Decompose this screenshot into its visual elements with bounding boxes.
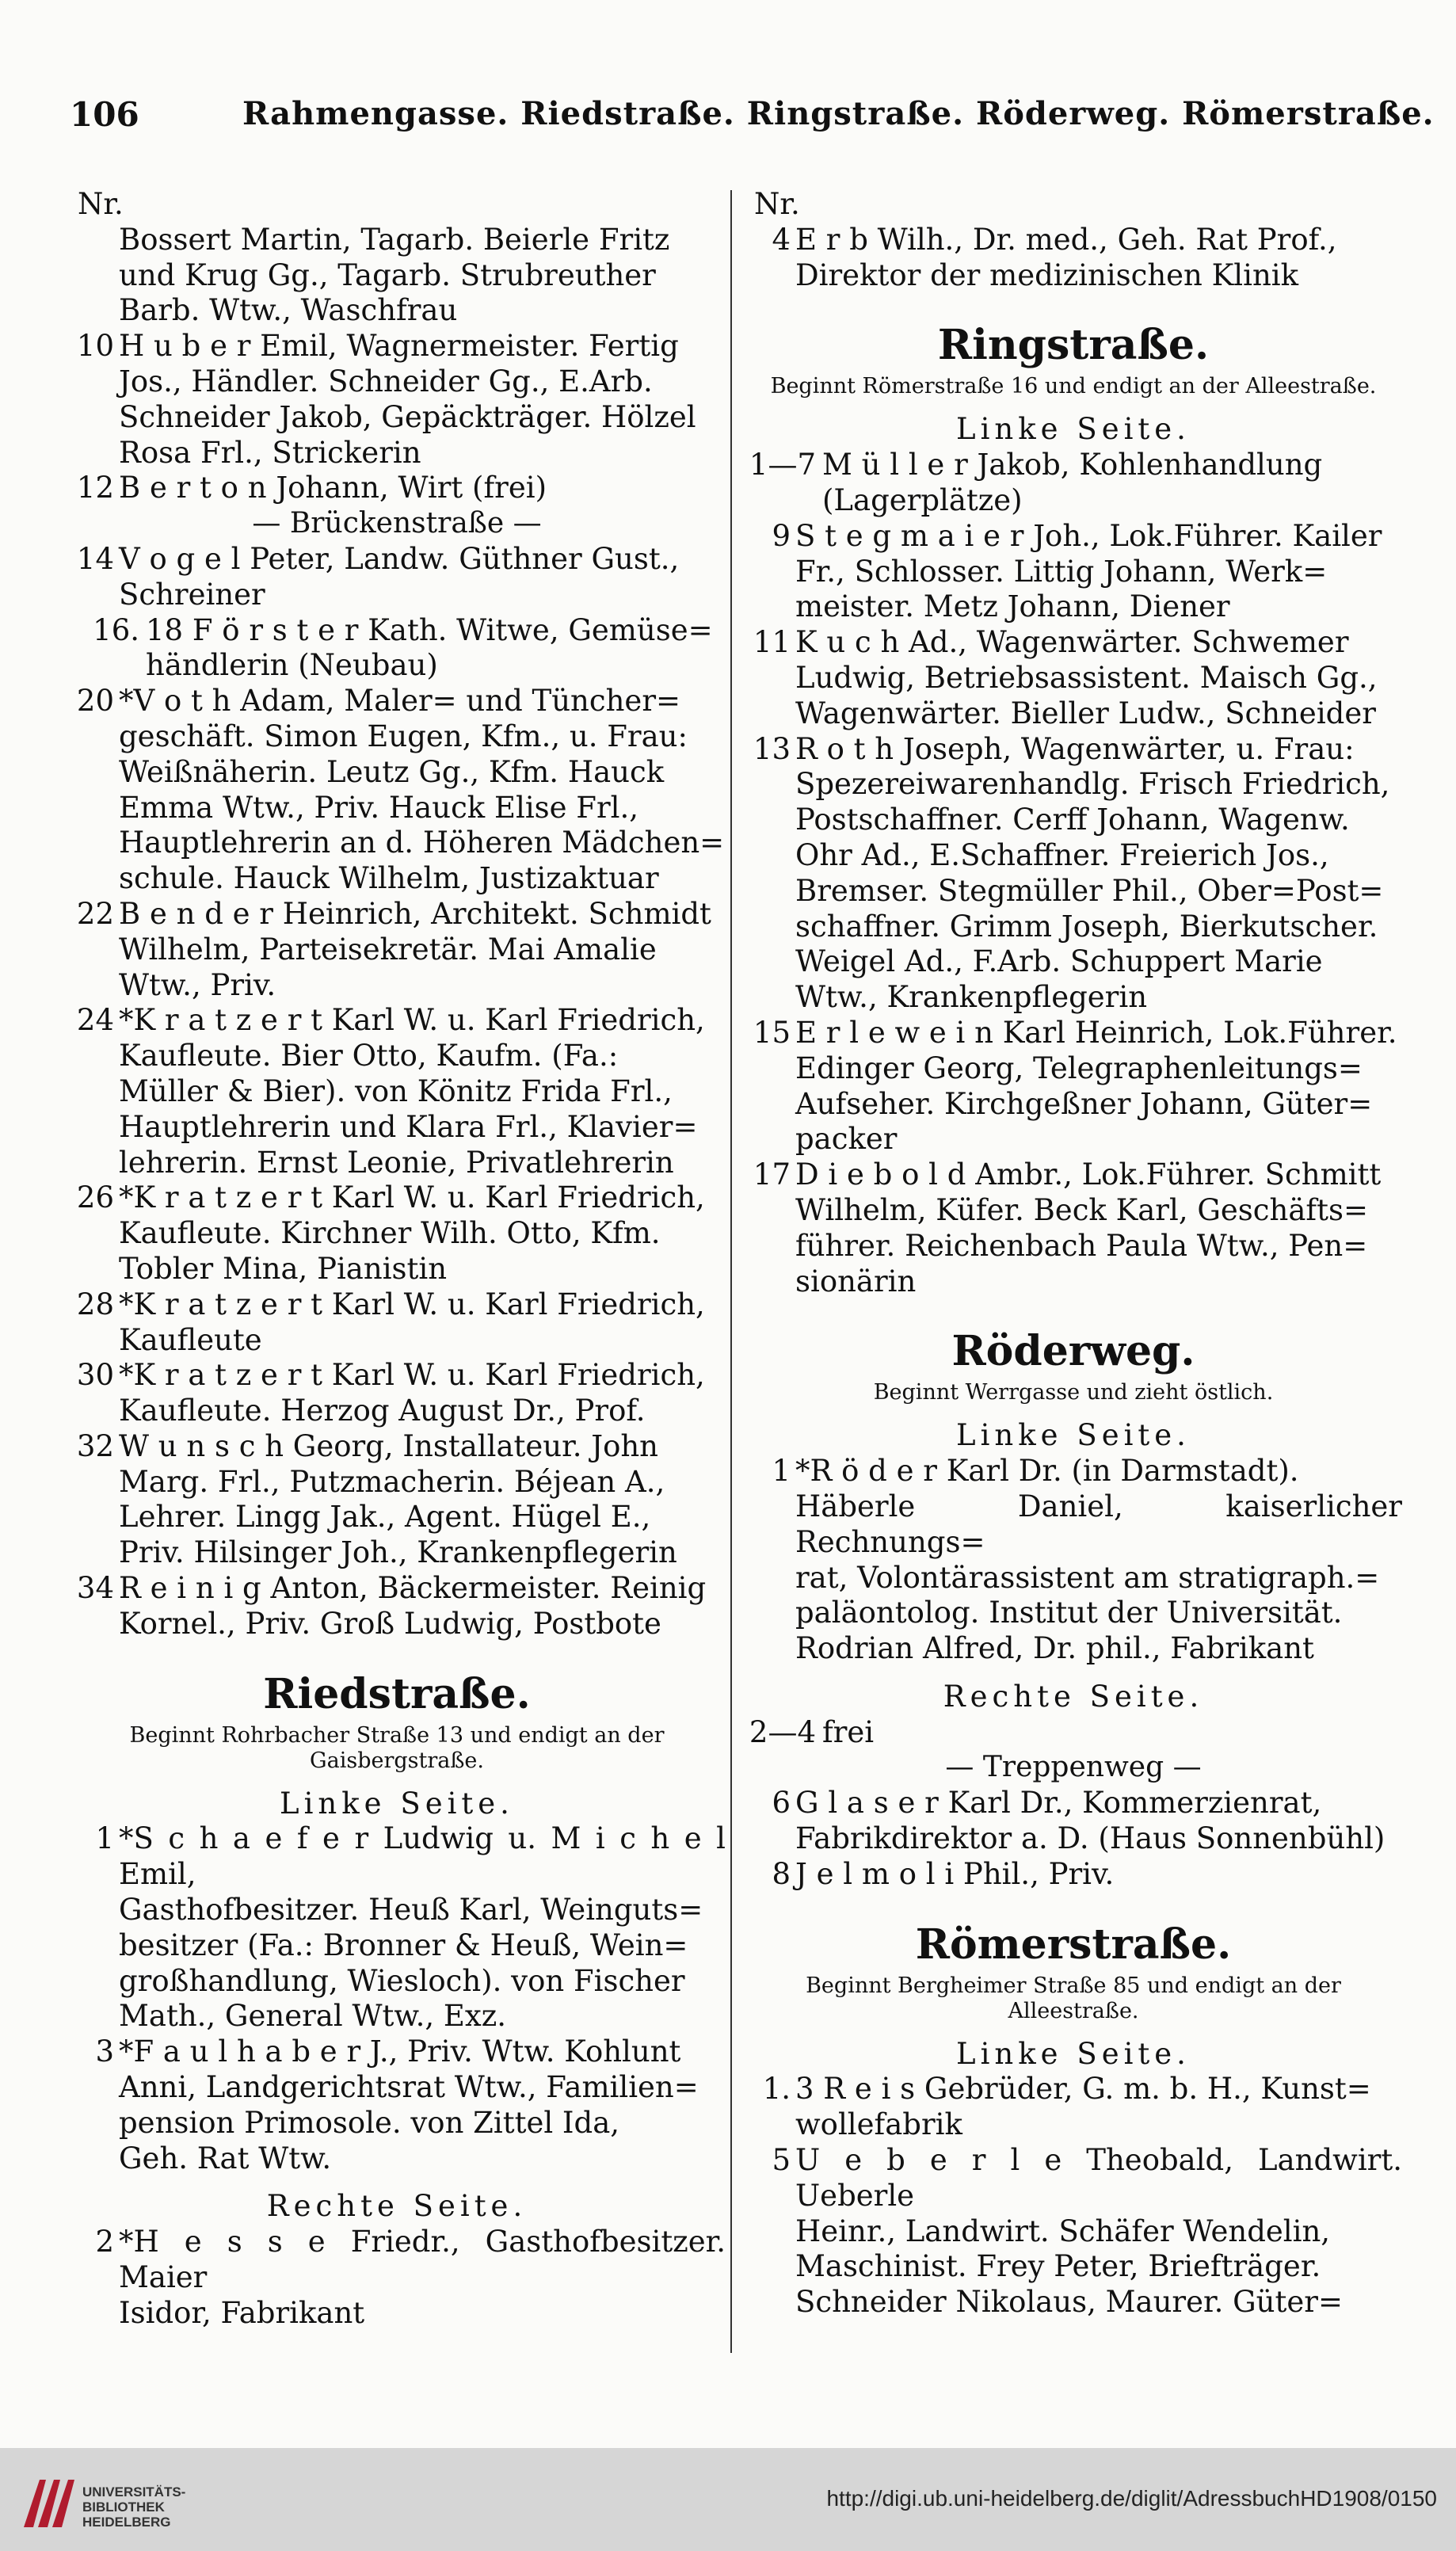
house-number: 12 — [76, 471, 114, 505]
house-number: 9 — [772, 518, 791, 553]
house-number: 3 — [95, 2034, 114, 2069]
entry-line: Aufseher. Kirchgeßner Johann, Güter= — [795, 1086, 1373, 1121]
cross-street-divider: — Brückenstraße — — [252, 507, 542, 540]
entry-line: Maschinist. Frey Peter, Briefträger. — [795, 2249, 1321, 2284]
address-entry — [68, 1571, 726, 1642]
address-entry — [745, 448, 1402, 519]
house-number: 16. — [93, 612, 139, 647]
page-header — [70, 95, 1435, 158]
address-entry — [68, 613, 726, 684]
address-entry — [68, 542, 726, 613]
right-column — [745, 187, 1402, 2320]
entry-line: B e n d e r Heinrich, Architekt. Schmidt — [119, 896, 711, 931]
street-title-ringstrasse: Ringstraße. — [937, 321, 1210, 370]
house-number: 8 — [772, 1856, 791, 1891]
side-heading-left: Linke Seite. — [956, 1418, 1191, 1453]
library-logo-icon — [16, 2464, 87, 2535]
entry-line: *K r a t z e r t Karl W. u. Karl Friedrich, — [119, 1003, 705, 1038]
library-name-line: UNIVERSITÄTS- — [82, 2484, 186, 2500]
address-entry — [68, 1429, 726, 1571]
address-entry — [745, 1454, 1402, 1667]
entry-line: H u b e r Emil, Wagnermeister. Fertig — [119, 329, 679, 364]
house-number: 32 — [76, 1428, 114, 1463]
house-number: 2—4 — [749, 1714, 816, 1749]
entry-line: R e i n i g Anton, Bäckermeister. Reinig — [119, 1571, 707, 1606]
entry-line: K u c h Ad., Wagenwärter. Schwemer — [795, 625, 1349, 660]
side-heading-left: Linke Seite. — [956, 412, 1191, 447]
library-name-line: HEIDELBERG — [82, 2515, 171, 2530]
house-number: 13 — [753, 731, 791, 766]
entry-line: B e r t o n Johann, Wirt (frei) — [119, 471, 547, 505]
house-number: 5 — [772, 2143, 791, 2178]
entry-line: Kaufleute — [119, 1322, 262, 1357]
entry-line: paläontolog. Institut der Universität. — [795, 1596, 1343, 1630]
nr-label: Nr. — [754, 187, 800, 221]
entry-line: besitzer (Fa.: Bronner & Heuß, Wein= — [119, 1928, 688, 1962]
house-number: 24 — [76, 1003, 114, 1038]
entry-line: großhandlung, Wiesloch). von Fischer — [119, 1963, 685, 1998]
street-description: Beginnt Werrgasse und zieht östlich. — [873, 1380, 1274, 1405]
entry-line: geschäft. Simon Eugen, Kfm., u. Frau: — [119, 719, 688, 753]
address-entry — [745, 625, 1402, 731]
entry-line: G l a s e r Karl Dr., Kommerzienrat, — [795, 1786, 1322, 1821]
entry-line: Tobler Mina, Pianistin — [119, 1251, 448, 1286]
entry-line: (Lagerplätze) — [822, 482, 1023, 517]
side-heading-right: Rechte Seite. — [943, 1679, 1204, 1714]
entry-line: Emma Wtw., Priv. Hauck Elise Frl., — [119, 790, 639, 825]
entry-line: Heinr., Landwirt. Schäfer Wendelin, — [795, 2214, 1331, 2248]
entry-line: Hauptlehrerin und Klara Frl., Klavier= — [119, 1109, 698, 1144]
address-entry — [745, 732, 1402, 1016]
house-number: 28 — [76, 1287, 114, 1321]
side-heading-left: Linke Seite. — [280, 1786, 514, 1821]
entry-line: S t e g m a i e r Joh., Lok.Führer. Kailer — [795, 518, 1382, 553]
entry-line: E r b Wilh., Dr. med., Geh. Rat Prof., — [795, 222, 1337, 257]
house-number: 1 — [95, 1821, 114, 1856]
entry-line: Hauptlehrerin an d. Höheren Mädchen= — [119, 826, 725, 860]
address-entry — [745, 519, 1402, 625]
entry-list — [68, 329, 726, 506]
address-entry — [68, 471, 726, 506]
column-divider-rule — [730, 190, 732, 2353]
left-column — [68, 187, 726, 2332]
entry-line: lehrerin. Ernst Leonie, Privatlehrerin — [119, 1145, 674, 1180]
street-description: Beginnt Rohrbacher Straße 13 und endigt an der Gaisbergstraße. — [129, 1722, 665, 1773]
entry-line: Fabrikdirektor a. D. (Haus Sonnenbühl) — [795, 1821, 1385, 1856]
entry-line: schule. Hauck Wilhelm, Justizaktuar — [119, 861, 659, 896]
street-description: Beginnt Römerstraße 16 und endigt an der Alleestraße. — [770, 374, 1377, 399]
entry-line: *K r a t z e r t Karl W. u. Karl Friedrich, — [119, 1287, 705, 1321]
entry-line: M ü l l e r Jakob, Kohlenhandlung — [822, 448, 1323, 482]
entry-line: Kaufleute. Kirchner Wilh. Otto, Kfm. — [119, 1216, 661, 1251]
entry-line: Isidor, Fabrikant — [119, 2295, 365, 2330]
side-heading-right: Rechte Seite. — [266, 2189, 528, 2224]
house-number: 26 — [76, 1180, 114, 1215]
entry-line: Anni, Landgerichtsrat Wtw., Familien= — [119, 2070, 699, 2105]
entry-line: Schneider Nikolaus, Maurer. Güter= — [795, 2285, 1343, 2320]
address-entry — [68, 329, 726, 471]
entry-line: Rosa Frl., Strickerin — [119, 435, 421, 470]
entry-list — [745, 448, 1402, 1299]
house-number: 10 — [76, 329, 114, 364]
house-number: 30 — [76, 1358, 114, 1393]
entry-line: Schreiner — [119, 577, 265, 612]
source-url-link[interactable]: http://digi.ub.uni-heidelberg.de/diglit/AdressbuchHD1908/0150 — [826, 2486, 1437, 2511]
house-number: 22 — [76, 896, 114, 931]
entry-line: Jos., Händler. Schneider Gg., E.Arb. — [119, 364, 653, 398]
entry-line: Müller & Bier). von Könitz Frida Frl., — [119, 1073, 673, 1108]
address-entry — [68, 897, 726, 1003]
entry-line: Bossert Martin, Tagarb. Beierle Fritz — [119, 222, 670, 257]
entry-line: Bremser. Stegmüller Phil., Ober=Post= — [795, 873, 1384, 908]
entry-line: Marg. Frl., Putzmacherin. Béjean A., — [119, 1464, 665, 1499]
entry-line: Wilhelm, Parteisekretär. Mai Amalie — [119, 932, 657, 967]
entry-line: Geh. Rat Wtw. — [119, 2141, 332, 2175]
library-footer — [0, 2448, 1456, 2551]
entry-line: Wilhelm, Küfer. Beck Karl, Geschäfts= — [795, 1192, 1368, 1227]
house-number: 1—7 — [749, 448, 816, 482]
entry-line: rat, Volontärassistent am stratigraph.= — [795, 1560, 1380, 1595]
entry-line: *K r a t z e r t Karl W. u. Karl Friedrich, — [119, 1358, 705, 1393]
entry-line: Häberle Daniel, kaiserlicher Rechnungs= — [795, 1489, 1402, 1559]
house-number: 17 — [753, 1157, 791, 1192]
entry-list — [68, 1821, 726, 2176]
entry-line: Kornel., Priv. Groß Ludwig, Postbote — [119, 1606, 661, 1641]
intro-entry — [68, 223, 726, 329]
entry-list — [68, 2225, 726, 2331]
entry-line: *S c h a e f e r Ludwig u. M i c h e l Emil, — [119, 1821, 726, 1892]
address-entry — [68, 2034, 726, 2176]
entry-line: Kaufleute. Herzog August Dr., Prof. — [119, 1394, 646, 1428]
entry-line: E r l e w e i n Karl Heinrich, Lok.Führer. — [795, 1015, 1397, 1050]
entry-line: Priv. Hilsinger Joh., Krankenpflegerin — [119, 1535, 677, 1570]
address-entry — [68, 1180, 726, 1287]
entry-line: Spezereiwarenhandlg. Frisch Friedrich, — [795, 767, 1390, 802]
address-entry — [68, 1358, 726, 1429]
entry-line: und Krug Gg., Tagarb. Strubreuther — [119, 257, 656, 292]
address-entry — [745, 223, 1402, 294]
entry-line: schaffner. Grimm Joseph, Bierkutscher. — [795, 909, 1378, 944]
entry-line: Direktor der medizinischen Klinik — [795, 257, 1299, 292]
entry-line: Wtw., Priv. — [119, 967, 276, 1002]
entry-line: händlerin (Neubau) — [146, 648, 438, 683]
street-title-riedstrasse: Riedstraße. — [263, 1669, 531, 1718]
address-entry — [68, 1287, 726, 1359]
entry-line: D i e b o l d Ambr., Lok.Führer. Schmitt — [795, 1157, 1382, 1192]
entry-line: U e b e r l e Theobald, Landwirt. Ueberle — [795, 2143, 1402, 2213]
entry-line: Math., General Wtw., Exz. — [119, 1999, 507, 2034]
nr-label: Nr. — [78, 187, 124, 221]
entry-line: pension Primosole. von Zittel Ida, — [119, 2105, 620, 2140]
entry-list — [745, 1786, 1402, 1892]
entry-line: 3 R e i s Gebrüder, G. m. b. H., Kunst= — [795, 2072, 1371, 2107]
entry-list — [745, 1715, 1402, 1751]
address-entry — [745, 1715, 1402, 1751]
entry-line: J e l m o l i Phil., Priv. — [795, 1856, 1115, 1891]
address-entry — [745, 1857, 1402, 1893]
entry-line: Lehrer. Lingg Jak., Agent. Hügel E., — [119, 1500, 651, 1535]
address-entry — [68, 1003, 726, 1180]
entry-line: sionärin — [795, 1264, 917, 1298]
entry-line: *R ö d e r Karl Dr. (in Darmstadt). — [795, 1454, 1299, 1489]
running-head: Rahmengasse. Riedstraße. Ringstraße. Röderweg. Römerstraße. — [242, 95, 1435, 132]
house-number: 4 — [772, 222, 791, 257]
address-entry — [745, 1786, 1402, 1857]
house-number: 2 — [95, 2225, 114, 2259]
house-number: 1 — [772, 1454, 791, 1489]
house-number: 1. — [762, 2072, 791, 2107]
house-number: 15 — [753, 1015, 791, 1050]
entry-line: wollefabrik — [795, 2107, 962, 2142]
entry-list — [745, 2072, 1402, 2320]
entry-line: R o t h Joseph, Wagenwärter, u. Frau: — [795, 731, 1355, 766]
house-number: 11 — [753, 625, 791, 660]
entry-line: Weißnäherin. Leutz Gg., Kfm. Hauck — [119, 754, 665, 789]
address-entry — [745, 2143, 1402, 2320]
entry-line: Edinger Georg, Telegraphenleitungs= — [795, 1051, 1363, 1085]
entry-line: frei — [822, 1714, 875, 1749]
address-entry — [68, 684, 726, 897]
entry-line: Schneider Jakob, Gepäckträger. Hölzel — [119, 399, 696, 434]
entry-line: meister. Metz Johann, Diener — [795, 589, 1230, 624]
entry-line: 18 F ö r s t e r Kath. Witwe, Gemüse= — [146, 612, 713, 647]
entry-list — [745, 1454, 1402, 1667]
address-entry — [745, 1157, 1402, 1299]
entry-line: Ohr Ad., E.Schaffner. Freierich Jos., — [795, 837, 1329, 872]
entry-list — [68, 542, 726, 1642]
entry-line: *H e s s e Friedr., Gasthofbesitzer. Maier — [119, 2225, 726, 2295]
entry-line: *K r a t z e r t Karl W. u. Karl Friedrich, — [119, 1180, 705, 1215]
address-entry — [745, 2072, 1402, 2143]
side-heading-left: Linke Seite. — [956, 2036, 1191, 2071]
address-entry — [745, 1016, 1402, 1157]
house-number: 6 — [772, 1786, 791, 1821]
entry-line: Barb. Wtw., Waschfrau — [119, 293, 458, 328]
entry-line: packer — [795, 1122, 898, 1157]
entry-list — [745, 223, 1402, 294]
entry-line: Postschaffner. Cerff Johann, Wagenw. — [795, 803, 1350, 837]
entry-line: V o g e l Peter, Landw. Güthner Gust., — [119, 541, 680, 576]
entry-line: Weigel Ad., F.Arb. Schuppert Marie — [795, 944, 1323, 979]
house-number: 34 — [76, 1571, 114, 1606]
entry-line: *F a u l h a b e r J., Priv. Wtw. Kohlunt — [119, 2034, 681, 2069]
street-description: Beginnt Bergheimer Straße 85 und endigt an der Alleestraße. — [806, 1973, 1341, 2023]
entry-line: Gasthofbesitzer. Heuß Karl, Weinguts= — [119, 1893, 703, 1928]
house-number: 20 — [76, 684, 114, 719]
entry-line: W u n s c h Georg, Installateur. John — [119, 1428, 659, 1463]
entry-line: Kaufleute. Bier Otto, Kaufm. (Fa.: — [119, 1039, 619, 1073]
library-name — [82, 2484, 185, 2530]
entry-line: Ludwig, Betriebsassistent. Maisch Gg., — [795, 660, 1378, 695]
address-entry — [68, 1821, 726, 2034]
page-number: 106 — [70, 95, 139, 134]
entry-line: *V o t h Adam, Maler= und Tüncher= — [119, 684, 681, 719]
street-title-roemerstrasse: Römerstraße. — [915, 1920, 1232, 1969]
library-name-line: BIBLIOTHEK — [82, 2500, 165, 2515]
house-number: 14 — [76, 541, 114, 576]
entry-line: Wtw., Krankenpflegerin — [795, 980, 1148, 1015]
entry-line: Rodrian Alfred, Dr. phil., Fabrikant — [795, 1631, 1314, 1666]
entry-line: Fr., Schlosser. Littig Johann, Werk= — [795, 554, 1328, 589]
cross-street-divider: — Treppenweg — — [945, 1751, 1202, 1784]
street-title-roederweg: Röderweg. — [951, 1327, 1195, 1376]
entry-line: Wagenwärter. Bieller Ludw., Schneider — [795, 696, 1376, 730]
entry-line: führer. Reichenbach Paula Wtw., Pen= — [795, 1228, 1368, 1263]
address-entry — [68, 2225, 726, 2331]
